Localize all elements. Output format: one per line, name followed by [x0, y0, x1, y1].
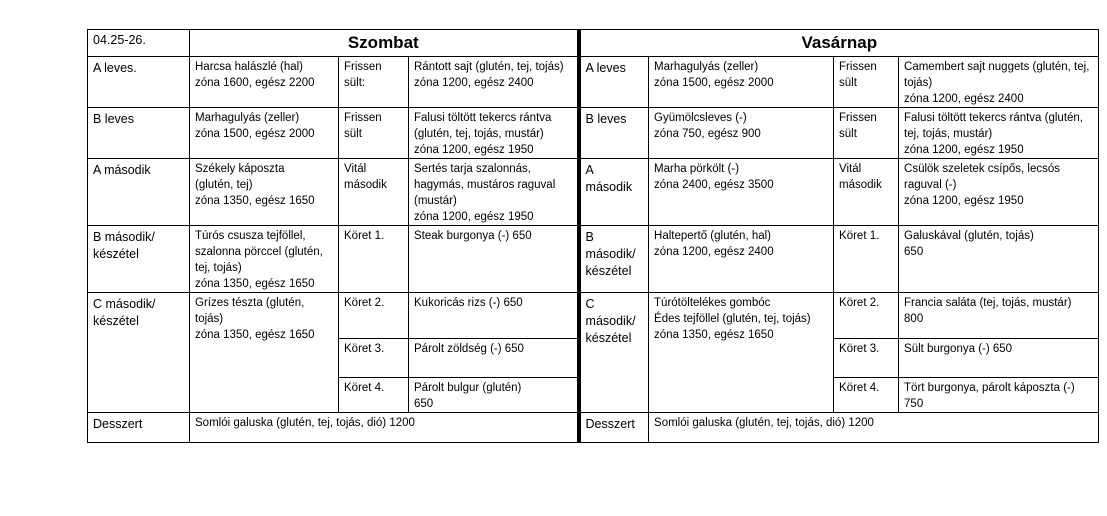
menu-row-a-main [88, 159, 1099, 226]
sun-category-dish: Csülök szeletek csípős, lecsós raguval (-) zóna 1200, egész 1950 [899, 159, 1099, 226]
sat-dish: Grízes tészta (glutén, tojás) zóna 1350, egész 1650 [190, 293, 339, 413]
sat-category: Frissen sült [339, 108, 409, 159]
sun-dish: Marha pörkölt (-) zóna 2400, egész 3500 [649, 159, 834, 226]
sat-row-label: B második/ készétel [88, 226, 190, 293]
sat-category-dish: Steak burgonya (-) 650 [409, 226, 579, 293]
sat-dessert: Somlói galuska (glutén, tej, tojás, dió) 1200 [190, 413, 579, 443]
sun-dish: Marhagulyás (zeller) zóna 1500, egész 2000 [649, 57, 834, 108]
sun-category: Köret 3. [834, 339, 899, 378]
sat-category: Köret 2. [339, 293, 409, 339]
sat-category-dish: Kukoricás rizs (-) 650 [409, 293, 579, 339]
sat-category-dish: Párolt zöldség (-) 650 [409, 339, 579, 378]
day-title-sunday: Vasárnap [579, 30, 1099, 57]
sat-category-dish: Párolt bulgur (glutén) 650 [409, 378, 579, 413]
sun-category: Vitál második [834, 159, 899, 226]
sat-dish: Székely káposzta (glutén, tej) zóna 1350, egész 1650 [190, 159, 339, 226]
menu-row-a-soup [88, 57, 1099, 108]
menu-row-b-soup [88, 108, 1099, 159]
sat-row-label: C második/ készétel [88, 293, 190, 413]
sat-category-dish: Falusi töltött tekercs rántva (glutén, tej, tojás, mustár) zóna 1200, egész 1950 [409, 108, 579, 159]
sat-category: Köret 4. [339, 378, 409, 413]
sat-row-label: A második [88, 159, 190, 226]
sun-category-dish: Galuskával (glutén, tojás) 650 [899, 226, 1099, 293]
sat-dish: Marhagulyás (zeller) zóna 1500, egész 2000 [190, 108, 339, 159]
sun-category-dish: Tört burgonya, párolt káposzta (-) 750 [899, 378, 1099, 413]
menu-row-b-main [88, 226, 1099, 293]
sun-category: Frissen sült [834, 108, 899, 159]
sun-dessert: Somlói galuska (glutén, tej, tojás, dió) 1200 [649, 413, 1099, 443]
sun-row-label: A második [579, 159, 649, 226]
sun-dish: Gyümölcsleves (-) zóna 750, egész 900 [649, 108, 834, 159]
day-title-saturday: Szombat [190, 30, 579, 57]
sun-category: Köret 2. [834, 293, 899, 339]
sat-category: Köret 1. [339, 226, 409, 293]
header-row [88, 30, 1099, 57]
sun-row-label: C második/ készétel [579, 293, 649, 413]
sat-category: Frissen sült: [339, 57, 409, 108]
sat-row-label: Desszert [88, 413, 190, 443]
sat-category: Vitál második [339, 159, 409, 226]
sun-category-dish: Francia saláta (tej, tojás, mustár) 800 [899, 293, 1099, 339]
sun-row-label: Desszert [579, 413, 649, 443]
weekend-menu [87, 29, 1098, 443]
sun-dish: Túrótöltelékes gombóc Édes tejföllel (glutén, tej, tojás) zóna 1350, egész 1650 [649, 293, 834, 413]
sun-row-label: B leves [579, 108, 649, 159]
sun-category: Frissen sült [834, 57, 899, 108]
sat-row-label: A leves. [88, 57, 190, 108]
sun-row-label: B második/ készétel [579, 226, 649, 293]
sat-category-dish: Rántott sajt (glutén, tej, tojás) zóna 1200, egész 2400 [409, 57, 579, 108]
sun-category-dish: Camembert sajt nuggets (glutén, tej, tojás) zóna 1200, egész 2400 [899, 57, 1099, 108]
sat-category-dish: Sertés tarja szalonnás, hagymás, mustáros raguval (mustár) zóna 1200, egész 1950 [409, 159, 579, 226]
sun-dish: Haltepertő (glutén, hal) zóna 1200, egész 2400 [649, 226, 834, 293]
sun-row-label: A leves [579, 57, 649, 108]
menu-table [87, 29, 1099, 443]
menu-row-dessert [88, 413, 1099, 443]
sun-category-dish: Sült burgonya (-) 650 [899, 339, 1099, 378]
menu-row-c-main [88, 293, 1099, 339]
sun-category-dish: Falusi töltött tekercs rántva (glutén, tej, tojás, mustár) zóna 1200, egész 1950 [899, 108, 1099, 159]
sat-dish: Túrós csusza tejföllel, szalonna pörccel (glutén, tej, tojás) zóna 1350, egész 1650 [190, 226, 339, 293]
date-cell: 04.25-26. [88, 30, 190, 57]
sat-category: Köret 3. [339, 339, 409, 378]
sun-category: Köret 1. [834, 226, 899, 293]
sat-dish: Harcsa halászlé (hal) zóna 1600, egész 2200 [190, 57, 339, 108]
sat-row-label: B leves [88, 108, 190, 159]
sun-category: Köret 4. [834, 378, 899, 413]
